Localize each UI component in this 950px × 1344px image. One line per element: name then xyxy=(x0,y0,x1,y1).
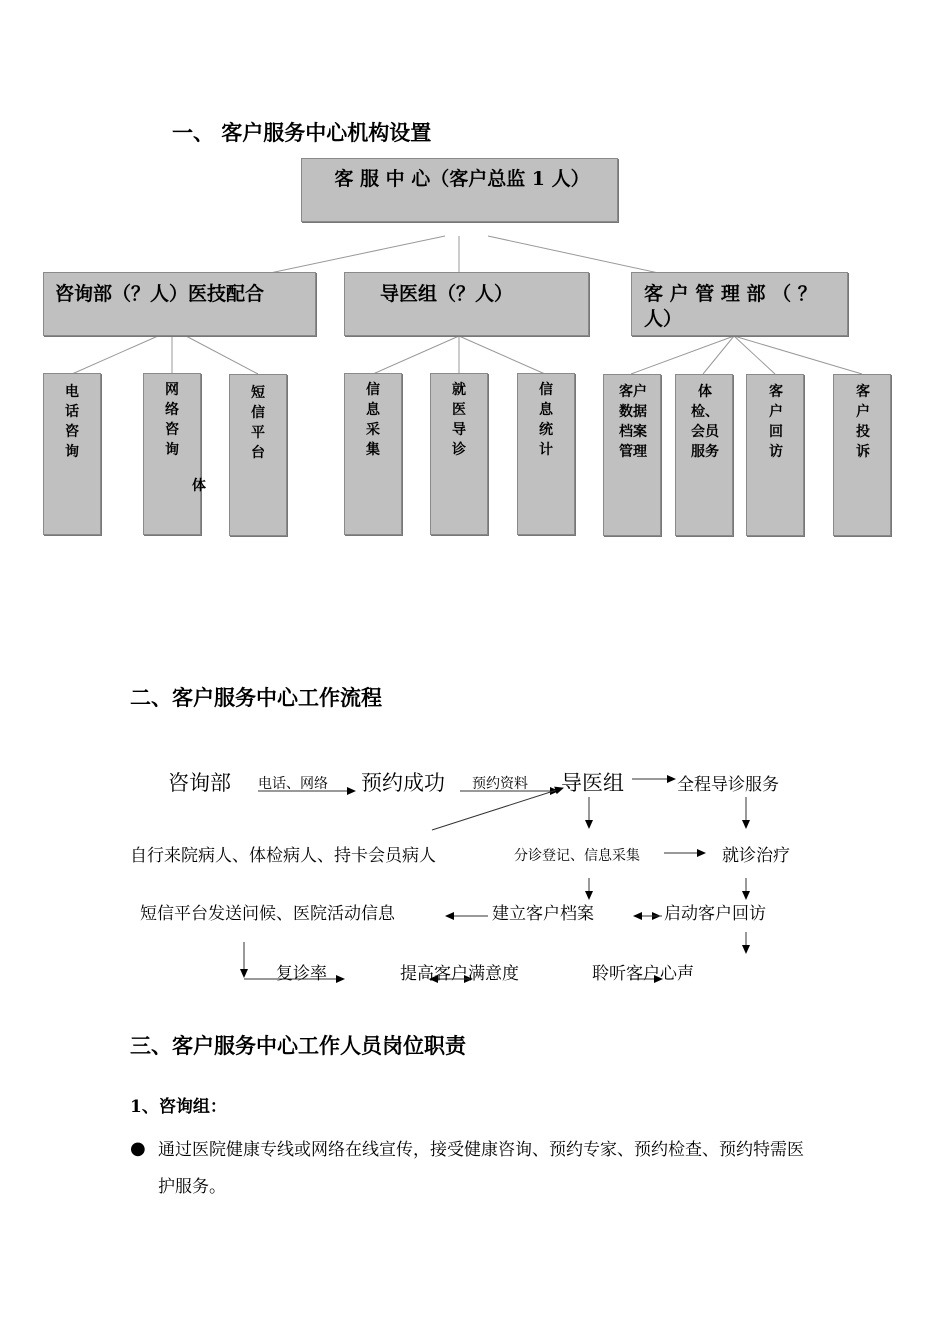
flow-phone-network: 电话、网络 xyxy=(258,776,328,792)
flow-listen-voice: 聆听客户心声 xyxy=(592,964,694,984)
flow-booking-info: 预约资料 xyxy=(472,776,528,792)
stray-character: 体 xyxy=(192,478,206,494)
unit-online-consult-label: 网络咨询 xyxy=(165,382,179,458)
flow-triage-register: 分诊登记、信息采集 xyxy=(514,848,640,864)
unit-checkup-member-box xyxy=(675,374,733,536)
dept-client-mgmt-label: 客 户 管 理 部 （ ？ 人） xyxy=(644,283,817,330)
flow-create-archive: 建立客户档案 xyxy=(492,904,594,924)
flow-guide-group: 导医组 xyxy=(561,771,624,795)
unit-client-revisit-label: 客户回访 xyxy=(769,384,783,460)
duty-section-title: 三、客户服务中心工作人员岗位职责 xyxy=(130,1033,466,1058)
dept-guide-box xyxy=(344,272,589,336)
unit-info-stats-label: 信息统计 xyxy=(539,382,553,458)
flow-start-revisit: 启动客户回访 xyxy=(664,904,766,924)
org-section-title: 一、 客户服务中心机构设置 xyxy=(172,120,432,145)
unit-client-complaint-label: 客户投诉 xyxy=(856,384,870,460)
unit-sms-platform-label: 短信平台 xyxy=(251,385,265,461)
flow-full-guide-service: 全程导诊服务 xyxy=(677,775,779,795)
duty-item-1-title: 1、咨询组： xyxy=(130,1097,227,1117)
unit-client-archive-label: 客户数据档案管理 xyxy=(619,384,647,460)
flow-treatment: 就诊治疗 xyxy=(722,846,790,866)
org-root-box xyxy=(301,158,618,222)
unit-client-revisit-box xyxy=(746,374,804,536)
org-root-label: 客 服 中 心（客户总监 1 人） xyxy=(334,168,590,190)
unit-info-collect-label: 信息采集 xyxy=(366,382,380,458)
flow-return-rate: 复诊率 xyxy=(276,964,327,984)
flow-walkin-patients: 自行来院病人、体检病人、持卡会员病人 xyxy=(130,846,436,866)
bullet-icon: ● xyxy=(130,1138,146,1159)
flow-booking-success: 预约成功 xyxy=(361,771,445,795)
unit-visit-guide-box xyxy=(430,373,488,535)
flow-sms-greetings: 短信平台发送问候、医院活动信息 xyxy=(140,904,395,924)
unit-visit-guide-label: 就医导诊 xyxy=(452,382,466,458)
unit-phone-consult-label: 电话咨询 xyxy=(65,384,79,460)
duty-item-1-text: 通过医院健康专线或网络在线宣传，接受健康咨询、预约专家、预约检查、预约特需医护服务。 xyxy=(158,1140,804,1197)
flow-consult-dept: 咨询部 xyxy=(168,771,231,795)
unit-sms-platform-box xyxy=(229,374,287,536)
dept-consult-label: 咨询部（？人）医技配合 xyxy=(55,283,265,305)
unit-client-archive-box xyxy=(603,374,661,536)
unit-online-consult-box xyxy=(143,373,201,535)
dept-consult-box xyxy=(43,272,316,336)
unit-checkup-member-label: 体检、会员服务 xyxy=(691,384,719,460)
unit-phone-consult-box xyxy=(43,373,101,535)
dept-guide-label: 导医组（？人） xyxy=(380,283,514,305)
flow-section-title: 二、客户服务中心工作流程 xyxy=(130,685,382,710)
dept-client-mgmt-box xyxy=(631,272,848,336)
flow-satisfaction: 提高客户满意度 xyxy=(400,964,519,984)
unit-info-stats-box xyxy=(517,373,575,535)
unit-client-complaint-box xyxy=(833,374,891,536)
unit-info-collect-box xyxy=(344,373,402,535)
